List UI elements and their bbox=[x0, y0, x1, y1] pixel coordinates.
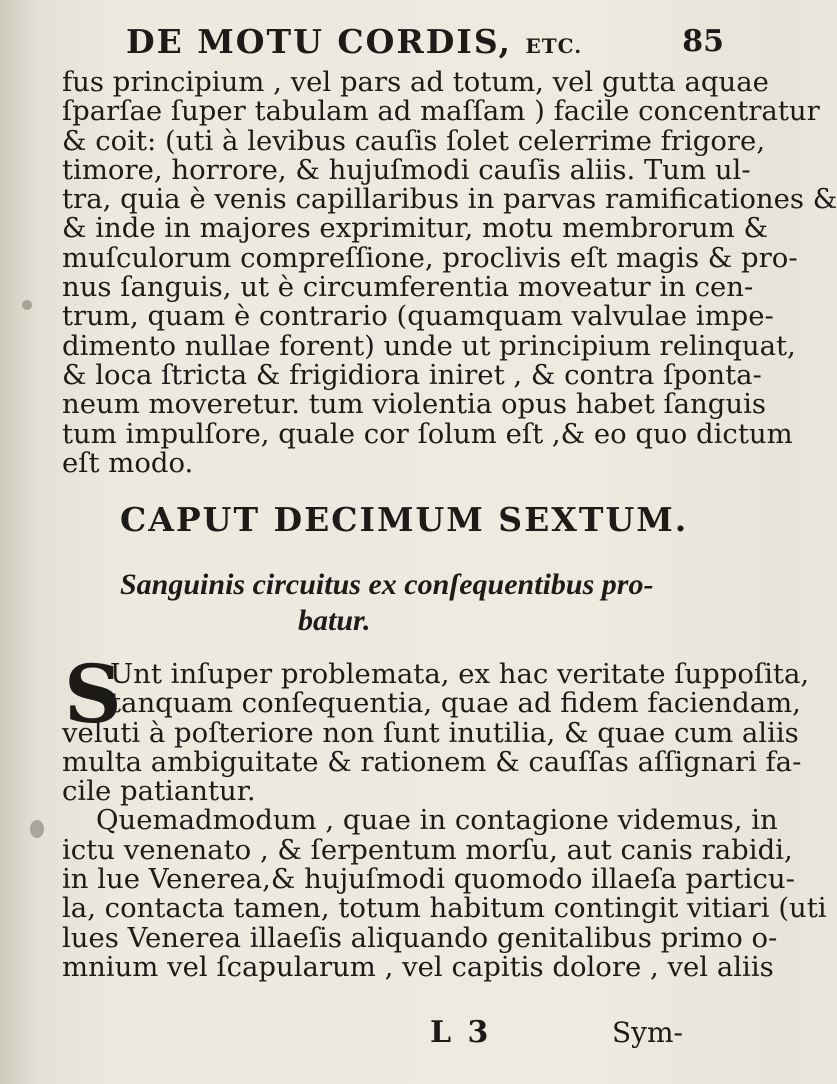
text-line: neum moveretur. tum violentia opus habet ſanguis bbox=[62, 388, 766, 421]
text-line: lues Venerea illaeſis aliquando genitalibus primo o- bbox=[62, 921, 778, 954]
text-line: veluti à poſteriore non ſunt inutilia, & quae cum aliis bbox=[62, 716, 799, 749]
text-line: tum impulſore, quale cor ſolum eſt ,& eo quo dictum bbox=[62, 417, 793, 450]
running-header bbox=[104, 18, 724, 62]
text-line: Unt inſuper problemata, ex hac veritate ſuppoſita, bbox=[110, 658, 810, 690]
signature-mark: L 3 bbox=[430, 1015, 492, 1050]
text-line: dimento nullae forent) unde ut principium relinquat, bbox=[62, 329, 796, 362]
text-line: ictu venenato , & ſerpentum morſu, aut canis rabidi, bbox=[62, 833, 793, 866]
catchword: Sym- bbox=[612, 1016, 684, 1049]
drop-cap: S bbox=[64, 647, 122, 741]
text-line: trum, quam è contrario (quamquam valvulae impe- bbox=[62, 300, 774, 333]
paper-stain bbox=[22, 300, 32, 310]
text-line: ſparſae ſuper tabulam ad maſſam ) facile concentratur bbox=[62, 95, 820, 128]
page-number: 85 bbox=[682, 24, 724, 59]
text-line: fus principium , vel pars ad totum, vel gutta aquae bbox=[62, 66, 769, 98]
text-line: & coit: (uti à levibus cauſis ſolet celerrime frigore, bbox=[62, 124, 766, 157]
text-line: multa ambiguitate & rationem & cauſſas aſſignari fa- bbox=[62, 745, 802, 778]
chapter-heading: CAPUT DECIMUM SEXTUM. bbox=[120, 500, 689, 539]
chapter-subtitle-line-1: Sanguinis circuitus ex conſequentibus pro- bbox=[120, 568, 654, 601]
text-line: nus ſanguis, ut è circumferentia moveatur in cen- bbox=[62, 271, 754, 304]
running-title-text: DE MOTU CORDIS, bbox=[126, 22, 512, 61]
paragraph-2 bbox=[62, 647, 827, 983]
text-line: tanquam conſequentia, quae ad fidem faciendam, bbox=[110, 687, 801, 720]
text-line: cile patiantur. bbox=[62, 775, 256, 808]
text-line: Quemadmodum , quae in contagione videmus, in bbox=[96, 804, 778, 837]
text-line: & inde in majores exprimitur, motu membrorum & bbox=[62, 212, 769, 245]
paper-stain bbox=[30, 820, 44, 838]
text-line: & loca ſtricta & frigidiora iniret , & contra ſponta- bbox=[62, 358, 762, 391]
running-title bbox=[126, 22, 582, 61]
paragraph-1 bbox=[62, 66, 837, 479]
text-line: in lue Venerea,& hujuſmodi quomodo illaeſa particu- bbox=[62, 863, 795, 896]
text-line: muſculorum compreſſione, proclivis eſt magis & pro- bbox=[62, 241, 798, 274]
text-line: eſt modo. bbox=[62, 446, 194, 479]
text-line: la, contacta tamen, totum habitum contingit vitiari (uti bbox=[62, 892, 827, 925]
running-title-etc: ETC. bbox=[525, 34, 583, 58]
text-line: mnium vel ſcapularum , vel capitis dolore , vel aliis bbox=[62, 950, 774, 983]
text-line: tra, quia è venis capillaribus in parvas ramificationes & bbox=[62, 183, 837, 216]
text-line: timore, horrore, & hujuſmodi cauſis aliis. Tum ul- bbox=[62, 153, 751, 186]
chapter-subtitle-line-2: batur. bbox=[298, 604, 371, 637]
